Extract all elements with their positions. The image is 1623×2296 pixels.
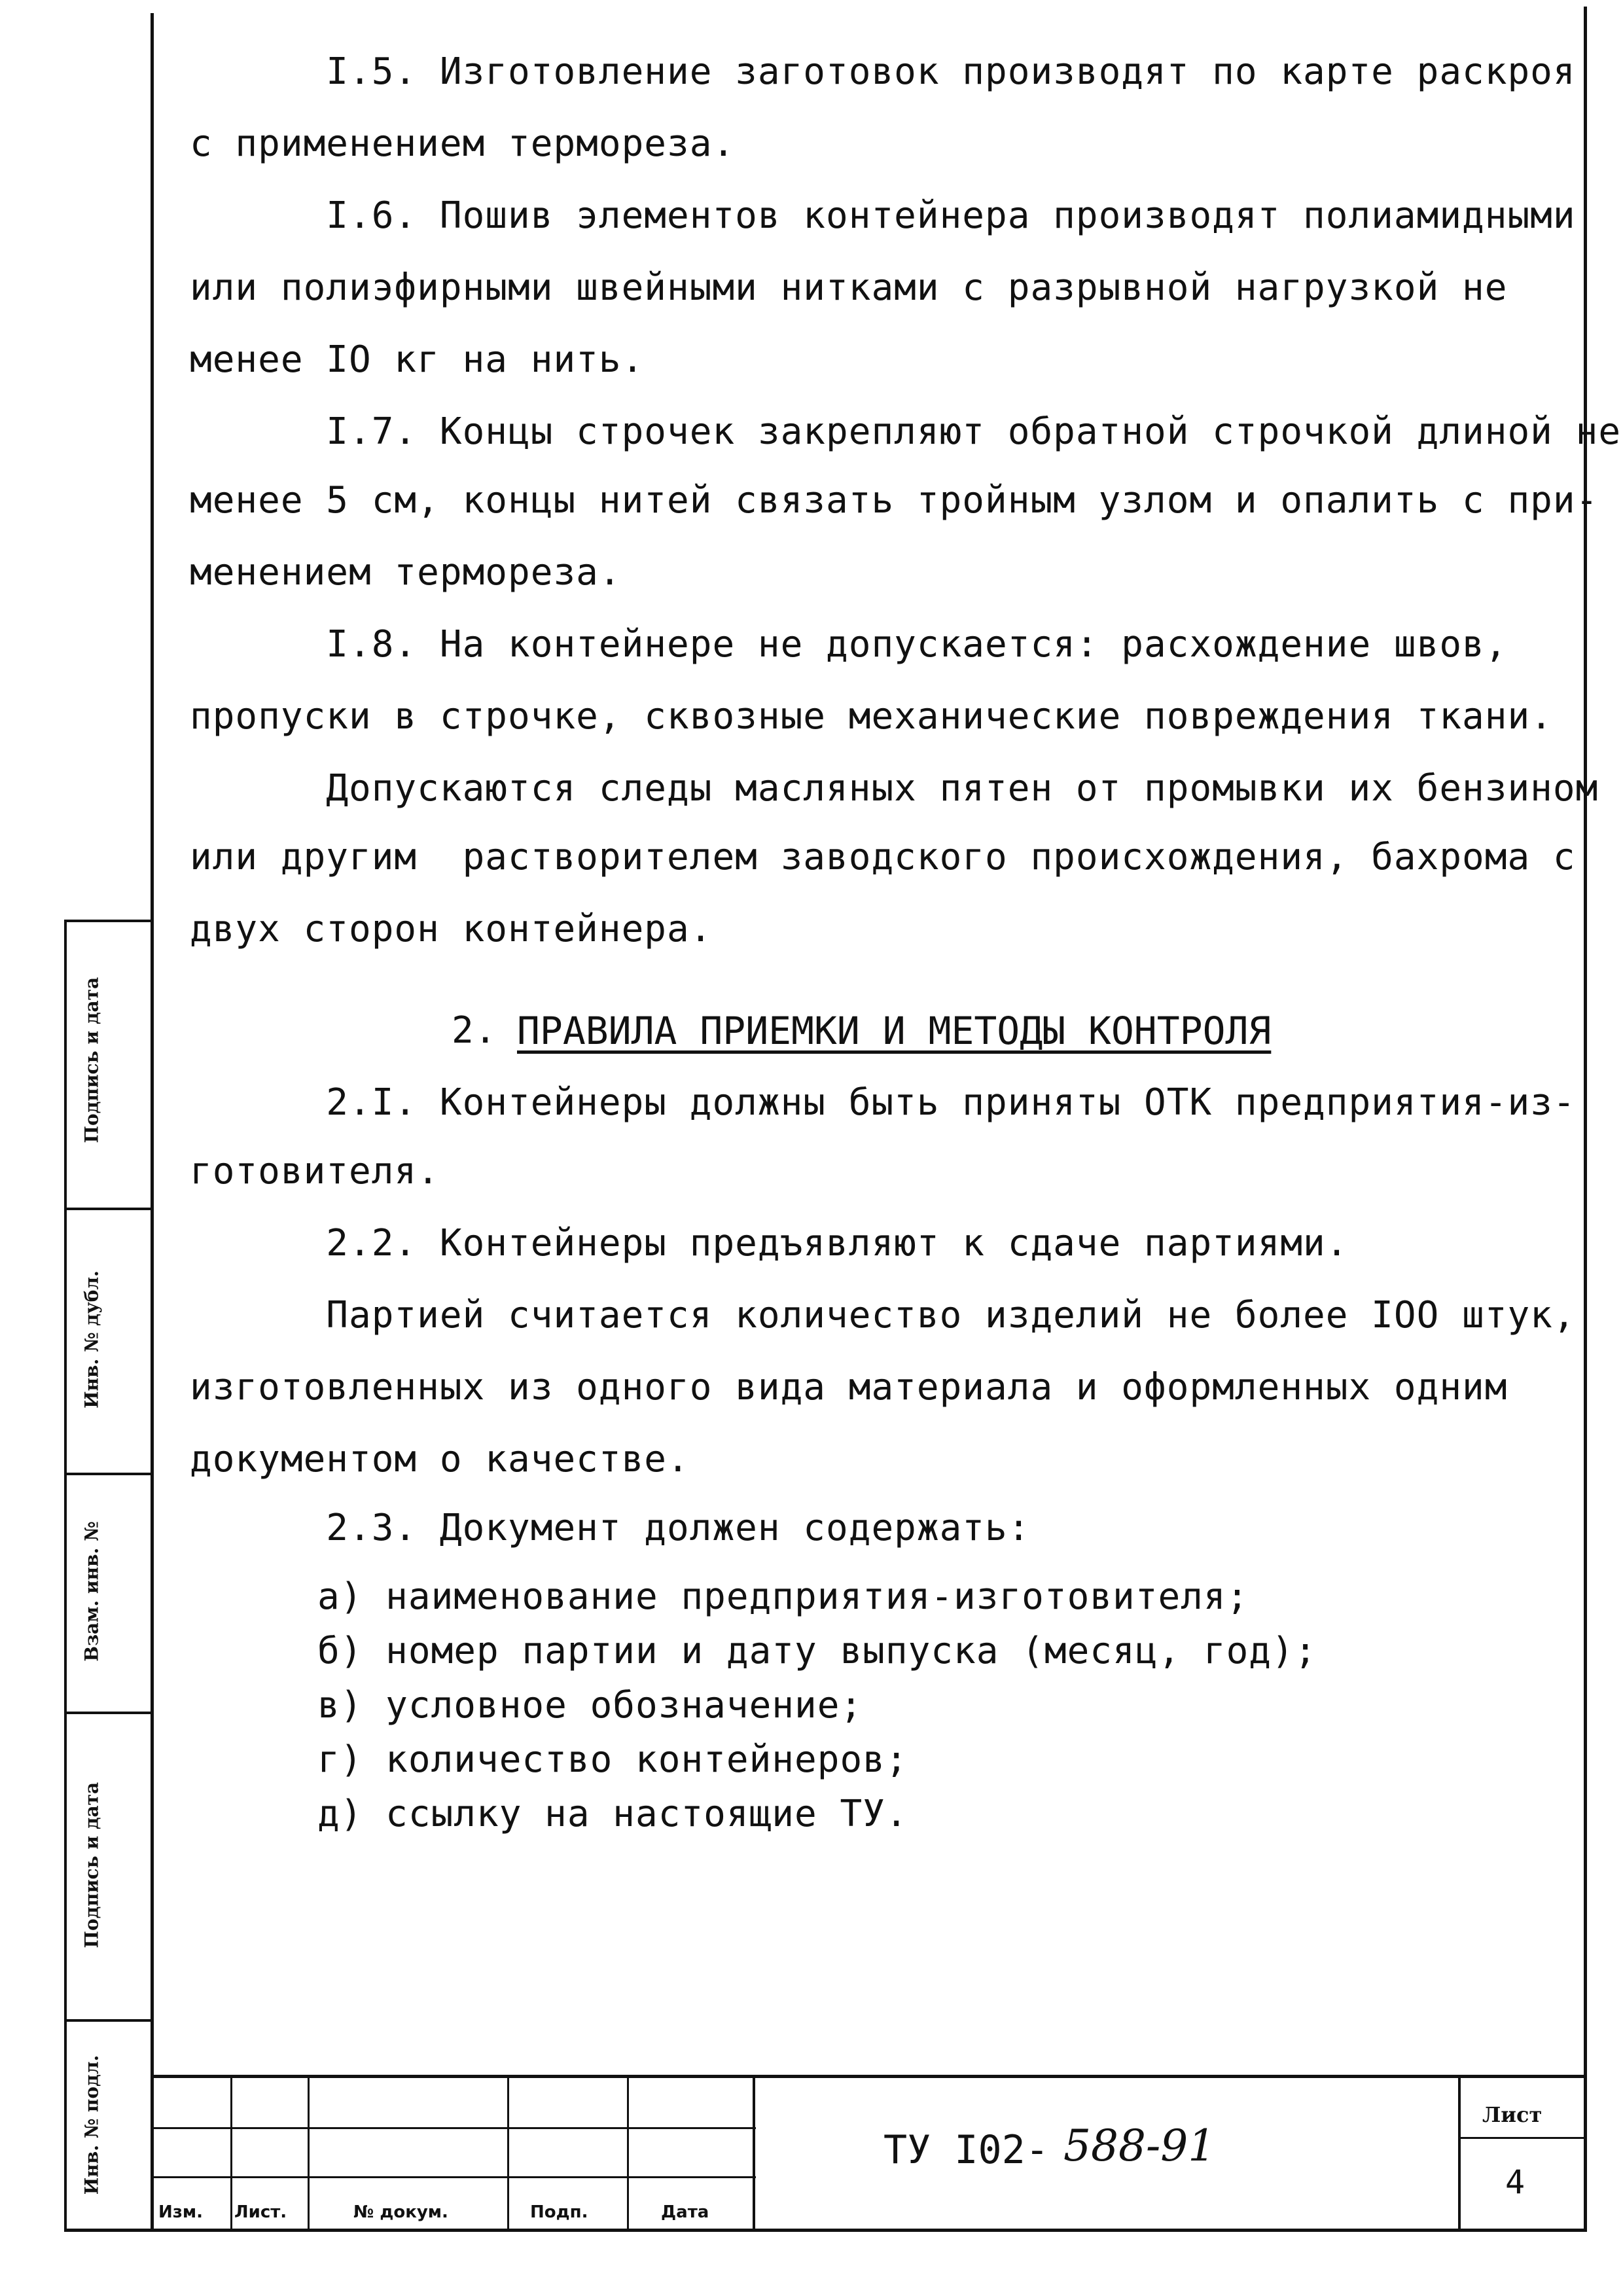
column-label-signature: Подп. [530,2202,588,2222]
margin-divider [64,920,152,922]
title-block-col-line [753,2075,755,2232]
list-item: б) номер партии и дату выпуска (месяц, год); [317,1630,1317,1672]
text-line: двух сторон контейнера. [190,908,713,950]
section-number: 2. [452,1009,497,1052]
text-line: менением термореза. [190,551,622,594]
title-block-col-line [507,2075,509,2232]
column-label-change: Изм. [158,2202,203,2222]
frame-right-line [1584,7,1587,2232]
column-label-sheet: Лист. [234,2202,287,2222]
sheet-label: Лист [1482,2102,1543,2127]
text-line: или другим растворителем заводского происхождения, бахрома с [190,836,1576,878]
frame-bottom-line [65,2229,1587,2232]
text-line: I.5. Изготовление заготовок производят по карте раскроя [190,50,1576,93]
margin-divider [64,2019,152,2022]
text-line: готовителя. [190,1150,440,1193]
text-line: с применением термореза. [190,122,736,165]
margin-label-signature-date-2: Подпись и дата [80,1782,103,1948]
title-block-col-line [627,2075,629,2232]
title-block-top-line [151,2075,1587,2078]
list-item: а) наименование предприятия-изготовителя; [317,1575,1249,1618]
list-item: г) количество контейнеров; [317,1738,908,1781]
margin-divider [64,1712,152,1714]
list-item: д) ссылку на настоящие ТУ. [317,1793,908,1835]
text-line: 2.I. Контейнеры должны быть приняты ОТК предприятия-из- [190,1081,1576,1124]
title-block-row-line [151,2127,756,2129]
margin-label-original-number: Инв. № подл. [80,2054,103,2195]
text-line: Партией считается количество изделий не более IOO штук, [190,1294,1576,1336]
margin-label-replacement-number: Взам. инв. № [80,1521,103,1662]
text-line: I.6. Пошив элементов контейнера производят полиамидными [190,194,1576,237]
text-line: менее IO кг на нить. [190,338,645,381]
margin-label-signature-date: Подпись и дата [80,977,103,1143]
sheet-number: 4 [1505,2163,1525,2201]
margin-label-duplicate-number: Инв. № дубл. [80,1270,103,1408]
title-block-col-line [308,2075,310,2232]
margin-divider [64,1473,152,1475]
document-code-handwritten: 588-91 [1063,2121,1216,2171]
column-label-date: Дата [661,2202,709,2222]
text-line: изготовленных из одного вида материала и оформленных одним [190,1366,1508,1408]
text-line: 2.3. Документ должен содержать: [190,1507,1031,1549]
sheet-box-line [1458,2075,1461,2232]
text-line: менее 5 см, концы нитей связать тройным узлом и опалить с при- [190,479,1599,522]
frame-left-line [151,13,154,2232]
text-line: Допускаются следы масляных пятен от промывки их бензином [190,767,1599,810]
list-item: в) условное обозначение; [317,1684,863,1727]
section-title: ПРАВИЛА ПРИЕМКИ И МЕТОДЫ КОНТРОЛЯ [517,1009,1272,1053]
text-line: I.7. Концы строчек закрепляют обратной строчкой длиной не [190,410,1622,453]
margin-divider [64,1208,152,1210]
column-label-doc-number: № докум. [353,2202,448,2222]
text-line: документом о качестве. [190,1438,690,1480]
document-code: ТУ I02- [883,2127,1049,2173]
text-line: или полиэфирными швейными нитками с разрывной нагрузкой не [190,266,1508,309]
title-block-row-line [151,2176,756,2178]
margin-strip-line [64,920,67,2232]
text-line: I.8. На контейнере не допускается: расхождение швов, [190,623,1508,666]
text-line: 2.2. Контейнеры предъявляют к сдаче партиями. [190,1222,1349,1265]
text-line: пропуски в строчке, сквозные механические повреждения ткани. [190,695,1553,738]
title-block-col-line [230,2075,232,2232]
sheet-box-row-line [1458,2137,1587,2139]
